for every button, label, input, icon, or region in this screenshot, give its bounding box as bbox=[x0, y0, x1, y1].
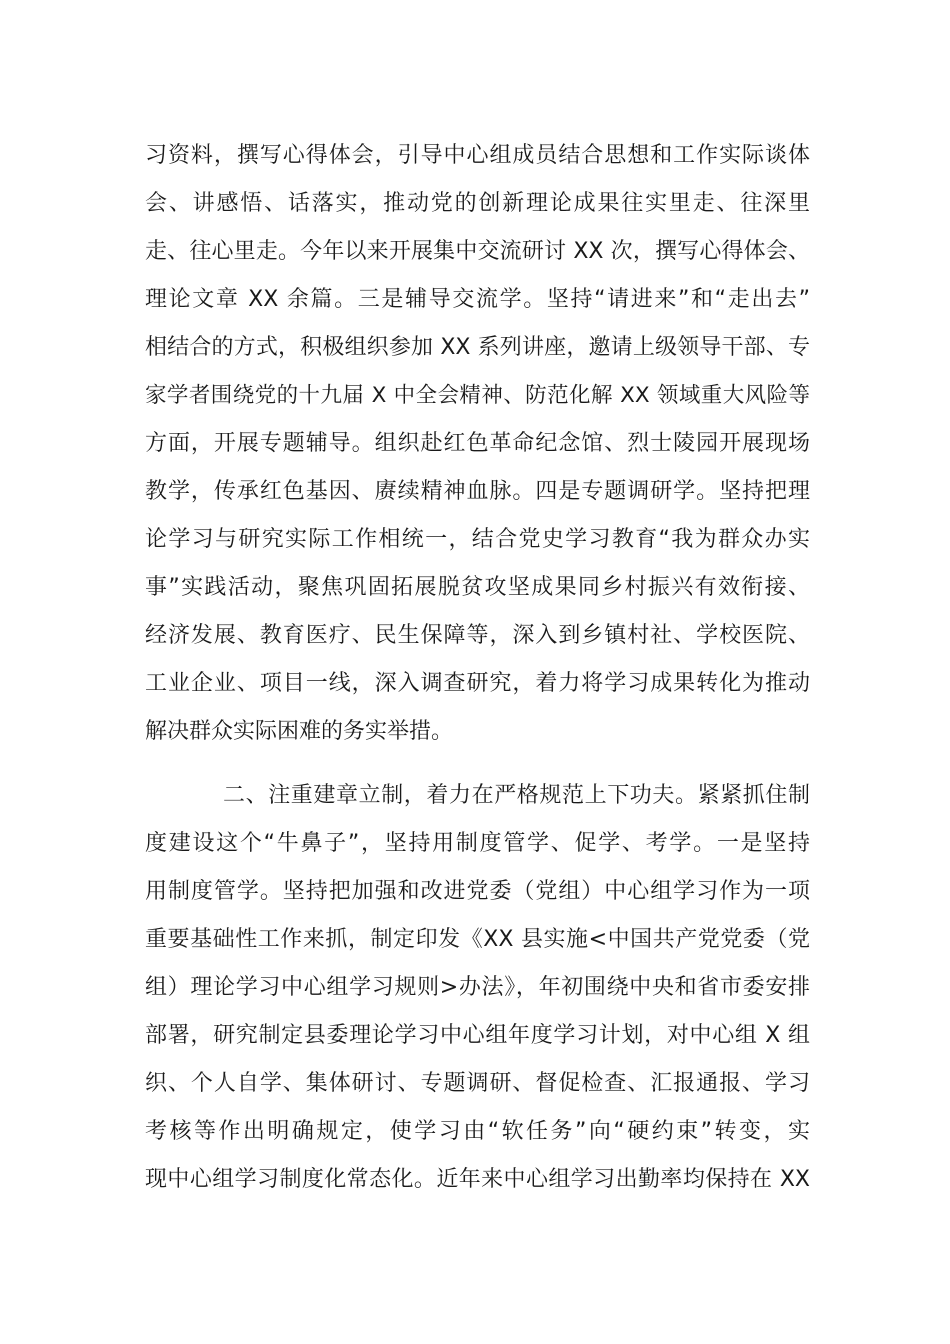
text-line-3: 走、往心里走。今年以来开展集中交流研讨 XX 次，撰写心得体会、 bbox=[145, 239, 810, 264]
text-line-5: 相结合的方式，积极组织参加 XX 系列讲座，邀请上级领导干部、专 bbox=[145, 335, 810, 360]
text-line-9: 论学习与研究实际工作相统一，结合党史学习教育“我为群众办实 bbox=[145, 527, 810, 552]
text-line-13: 解决群众实际困难的务实举措。 bbox=[145, 719, 454, 744]
text-line-12: 工业企业、项目一线，深入调查研究，着力将学习成果转化为推动 bbox=[145, 671, 810, 696]
text-line-4: 理论文章 XX 余篇。三是辅导交流学。坚持“请进来”和“走出去” bbox=[145, 287, 810, 312]
text-line-15: 度建设这个“牛鼻子”，坚持用制度管学、促学、考学。一是坚持 bbox=[145, 831, 810, 856]
text-line-19: 部署，研究制定县委理论学习中心组年度学习计划，对中心组 X 组 bbox=[145, 1023, 810, 1048]
text-line-18: 组）理论学习中心组学习规则>办法》，年初围绕中央和省市委安排 bbox=[145, 975, 810, 1000]
text-line-10: 事”实践活动，聚焦巩固拓展脱贫攻坚成果同乡村振兴有效衔接、 bbox=[145, 575, 810, 600]
text-line-17: 重要基础性工作来抓，制定印发《XX 县实施<中国共产党党委（党 bbox=[145, 927, 810, 952]
text-line-2: 会、讲感悟、话落实，推动党的创新理论成果往实里走、往深里 bbox=[145, 191, 810, 216]
text-line-16: 用制度管学。坚持把加强和改进党委（党组）中心组学习作为一项 bbox=[145, 879, 810, 904]
text-line-1: 习资料，撰写心得体会，引导中心组成员结合思想和工作实际谈体 bbox=[145, 143, 810, 168]
paragraph-2-first-line: 二、注重建章立制，着力在严格规范上下功夫。紧紧抓住制 bbox=[223, 783, 810, 808]
text-line-8: 教学，传承红色基因、赓续精神血脉。四是专题调研学。坚持把理 bbox=[145, 479, 810, 504]
text-line-22: 现中心组学习制度化常态化。近年来中心组学习出勤率均保持在 XX bbox=[145, 1167, 810, 1192]
text-line-11: 经济发展、教育医疗、民生保障等，深入到乡镇村社、学校医院、 bbox=[145, 623, 810, 648]
text-line-21: 考核等作出明确规定，使学习由“软任务”向“硬约束”转变，实 bbox=[145, 1119, 810, 1144]
text-line-7: 方面，开展专题辅导。组织赴红色革命纪念馆、烈士陵园开展现场 bbox=[145, 431, 810, 456]
text-line-20: 织、个人自学、集体研讨、专题调研、督促检查、汇报通报、学习 bbox=[145, 1071, 810, 1096]
text-line-6: 家学者围绕党的十九届 X 中全会精神、防范化解 XX 领域重大风险等 bbox=[145, 383, 810, 408]
